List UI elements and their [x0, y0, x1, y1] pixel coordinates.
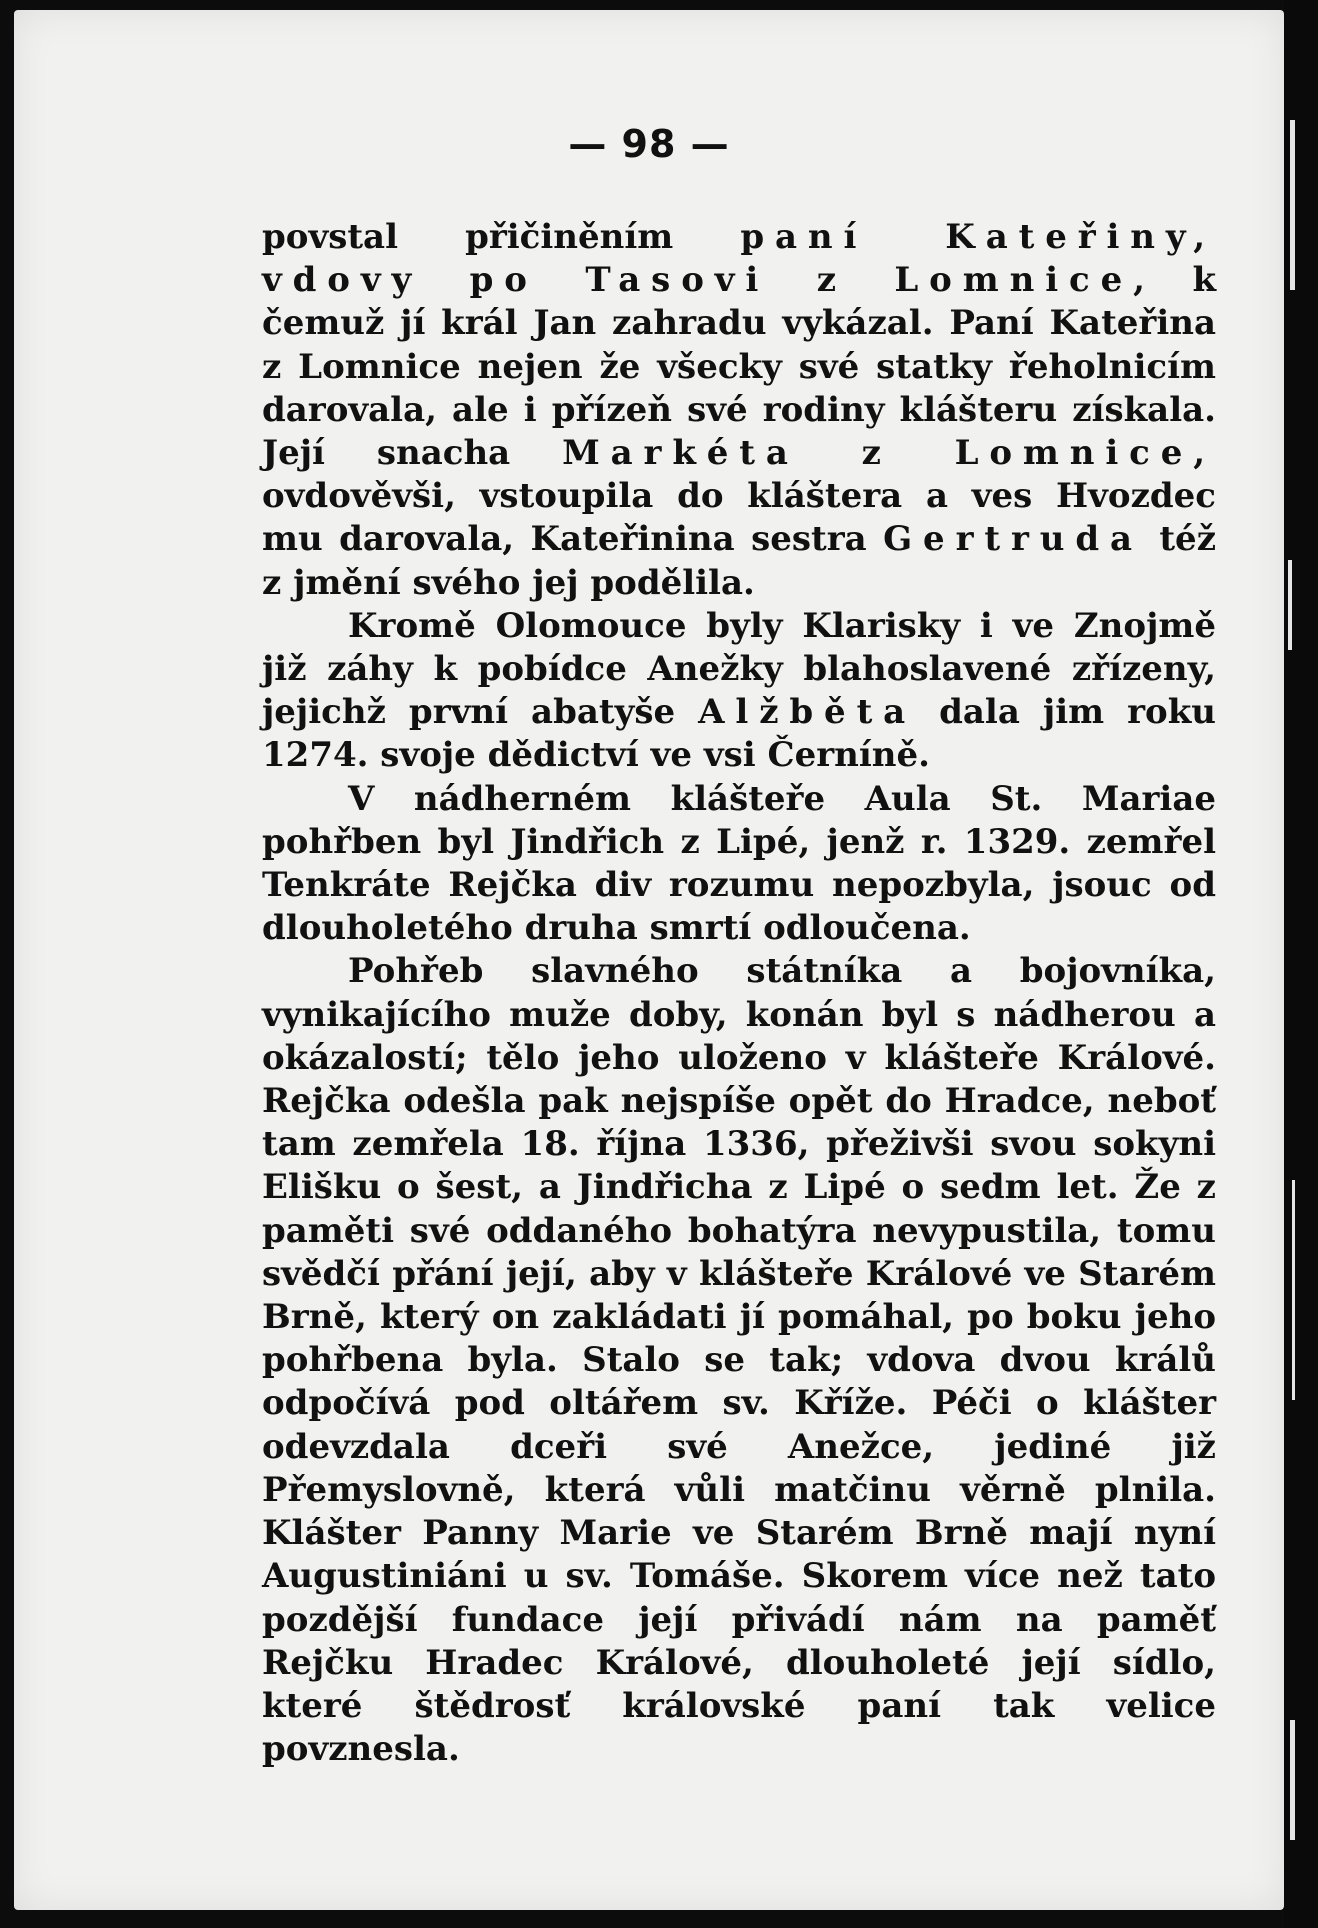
paragraph-2: Kromě Olomouce byly Klarisky i ve Znojmě již záhy k pobídce Anežky blahoslavené zřízeny, jejichž první abatyše Alžběta dala jim roku 1274. svoje dědictví ve vsi Černíně. [262, 605, 1216, 776]
scan-edge-mark [1290, 1720, 1295, 1840]
paragraph-1: povstal přičiněním paní Kateřiny, vdovy po Tasovi z Lomnice, k čemuž jí král Jan zahradu vykázal. Paní Kateřina z Lomnice nejen že všecky své statky řeholnicím darovala, ale i přízeň své rodiny klášteru získala. Její snacha Markéta z Lomnice, ovdověvši, vstoupila do kláštera a ves Hvozdec mu darovala, Kateřinina sestra Gertruda též z jmění svého jej podělila. [262, 217, 1217, 603]
spaced-name: Alžběta [698, 692, 917, 733]
spaced-name: Gertruda [883, 519, 1143, 560]
scan-edge-mark [1292, 1180, 1295, 1400]
spaced-name: Markéta z Lomnice, [562, 433, 1216, 474]
spaced-name: paní Kateřiny, vdovy po Tasovi z Lomnice, [262, 217, 1217, 301]
book-page [14, 10, 1284, 1910]
page-text [262, 216, 1216, 1771]
paragraph-3: V nádherném klášteře Aula St. Mariae pohřben byl Jindřich z Lipé, jenž r. 1329. zemřel Tenkráte Rejčka div rozumu nepozbyla, jsouc od dlouholetého druha smrtí odloučena. [262, 778, 1216, 949]
scan-edge-mark [1290, 120, 1295, 290]
scan-edge-mark [1288, 560, 1292, 650]
page-number: — 98 — [568, 122, 730, 166]
scan-dark-margin [1284, 0, 1318, 1928]
paragraph-4: Pohřeb slavného státníka a bojovníka, vynikajícího muže doby, konán byl s nádherou a okázalostí; tělo jeho uloženo v klášteře Králové. Rejčka odešla pak nejspíše opět do Hradce, neboť tam zemřela 18. října 1336, přeživši svou sokyni Elišku o šest, a Jindřicha z Lipé o sedm let. Že z paměti své oddaného bohatýra nevypustila, tomu svědčí přání její, aby v klášteře Králové ve Starém Brně, který on zakládati jí pomáhal, po boku jeho pohřbena byla. Stalo se tak; vdova dvou králů odpočívá pod oltářem sv. Kříže. Péči o klášter odevzdala dceři své Anežce, jediné již Přemyslovně, která vůli matčinu věrně plnila. Klášter Panny Marie ve Starém Brně mají nyní Augustiniáni u sv. Tomáše. Skorem více než tato pozdější fundace její přivádí nám na paměť Rejčku Hradec Králové, dlouholeté její sídlo, které štědrosť královské paní tak velice povznesla. [262, 951, 1216, 1770]
